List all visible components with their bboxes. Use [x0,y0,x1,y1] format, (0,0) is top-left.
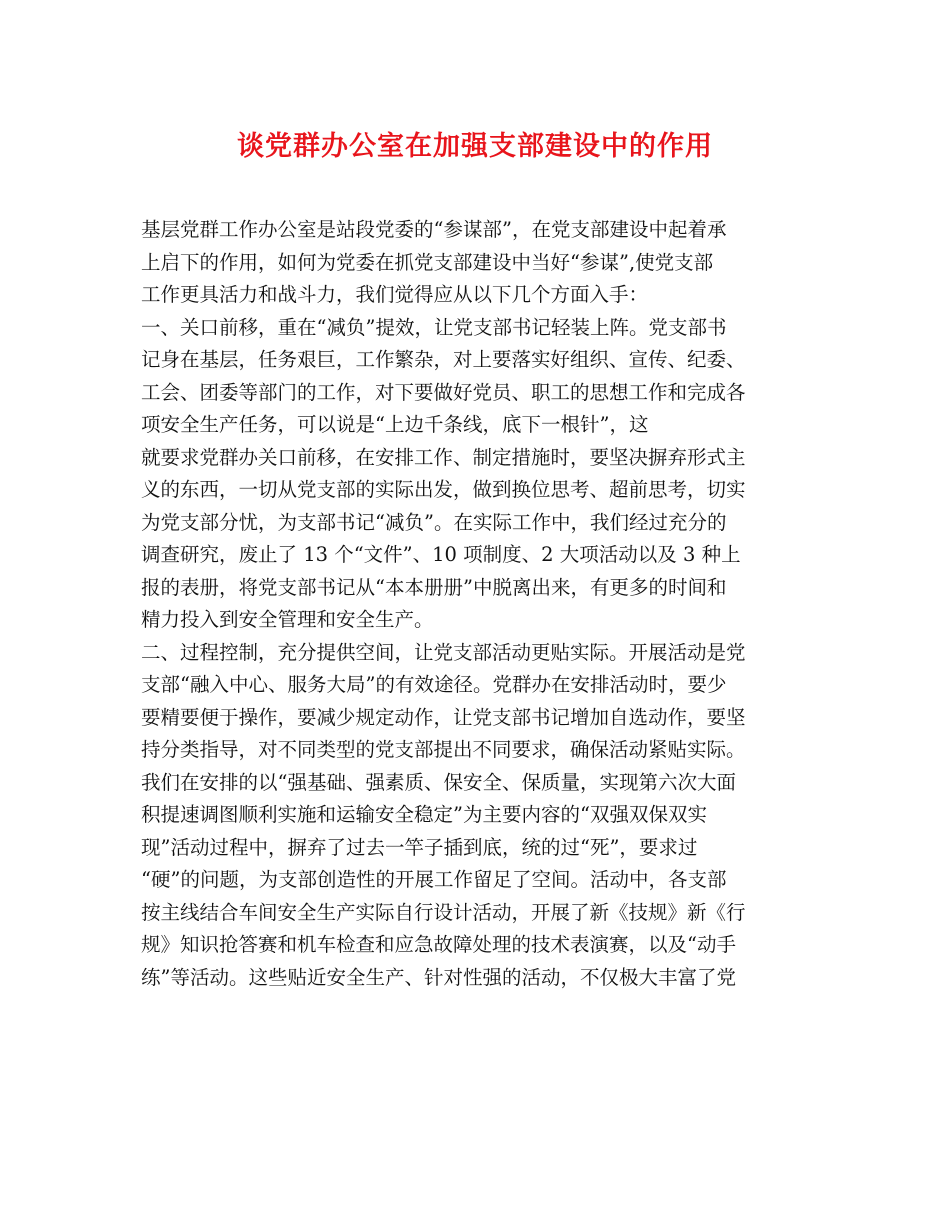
document-body [141,214,821,994]
body-line: 一、关口前移，重在“减负”提效，让党支部书记轻装上阵。党支部书 [141,315,727,339]
body-line: 要精要便于操作，要减少规定动作，让党支部书记增加自选动作，要坚 [141,705,746,729]
body-line: 现”活动过程中，摒弃了过去一竿子插到底，统的过“死”，要求过 [141,835,698,859]
body-line: 精力投入到安全管理和安全生产。 [141,608,434,631]
document-title: 谈党群办公室在加强支部建设中的作用 [237,131,713,162]
body-line: 工作更具活力和战斗力，我们觉得应从以下几个方面入手： [141,283,649,306]
body-line: 二、过程控制，充分提供空间，让党支部活动更贴实际。开展活动是党 [141,640,746,664]
body-line: “硬”的问题，为支部创造性的开展工作留足了空间。活动中，各支部 [141,868,727,891]
body-line: 为党支部分忧，为支部书记“减负”。在实际工作中，我们经过充分的 [141,510,727,534]
body-line: 项安全生产任务，可以说是“上边千条线，底下一根针”，这 [141,413,649,436]
body-line: 就要求党群办关口前移，在安排工作、制定措施时，要坚决摒弃形式主 [141,445,746,469]
body-line: 记身在基层，任务艰巨，工作繁杂，对上要落实好组织、宣传、纪委、 [141,348,746,371]
body-line: 支部“融入中心、服务大局”的有效途径。党群办在安排活动时，要少 [141,673,727,696]
body-line: 持分类指导，对不同类型的党支部提出不同要求，确保活动紧贴实际。 [141,738,746,761]
body-line: 练”等活动。这些贴近安全生产、针对性强的活动，不仅极大丰富了党 [141,965,736,989]
body-line: 报的表册，将党支部书记从“本本册册”中脱离出来，有更多的时间和 [141,575,727,599]
body-line: 规》知识抢答赛和机车检查和应急故障处理的技术表演赛，以及“动手 [141,933,736,956]
body-line: 上启下的作用，如何为党委在抓党支部建设中当好“参谋”,使党支部 [141,250,714,274]
body-line: 按主线结合车间安全生产实际自行设计活动，开展了新《技规》新《行 [141,900,746,924]
body-line: 基层党群工作办公室是站段党委的“参谋部”，在党支部建设中起着承 [141,218,727,241]
body-line: 我们在安排的以“强基础、强素质、保安全、保质量，实现第六次大面 [141,770,736,794]
body-line: 调查研究，废止了 13 个“文件”、10 项制度、2 大项活动以及 3 种上 [141,543,741,566]
body-line: 义的东西，一切从党支部的实际出发，做到换位思考、超前思考，切实 [141,478,746,501]
body-line: 工会、团委等部门的工作，对下要做好党员、职工的思想工作和完成各 [141,380,746,404]
body-line: 积提速调图顺利实施和运输安全稳定”为主要内容的“双强双保双实 [141,803,707,826]
